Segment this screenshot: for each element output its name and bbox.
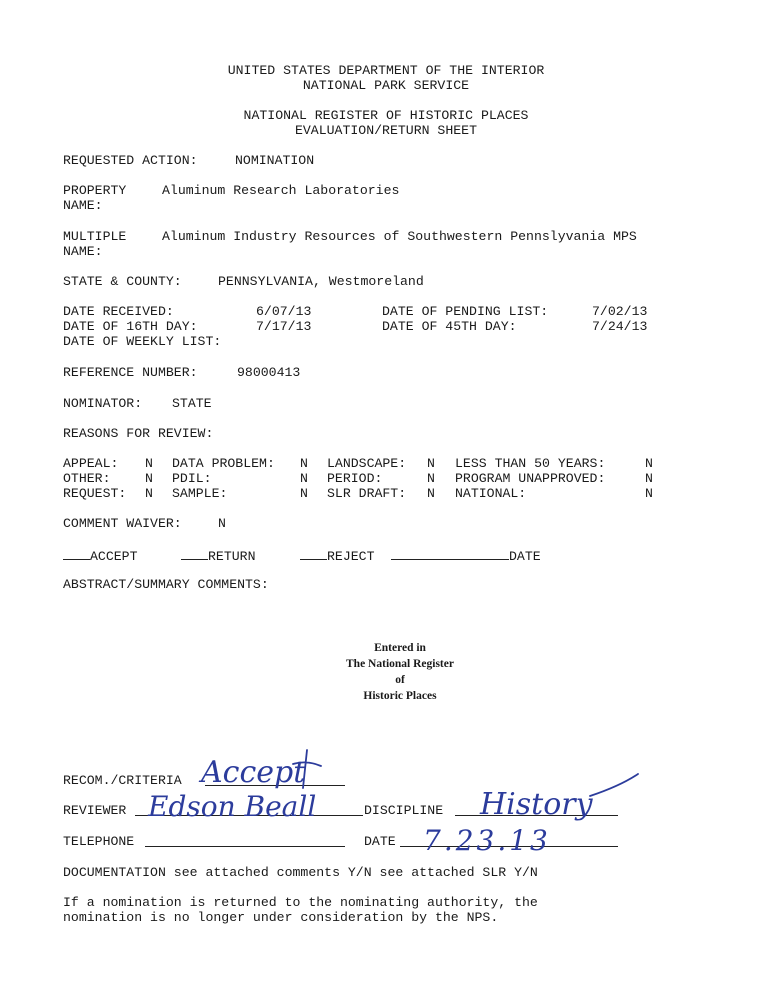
date-handwriting bbox=[415, 818, 585, 862]
reasons-for-review-label: REASONS FOR REVIEW: bbox=[63, 426, 214, 441]
reject-blank[interactable] bbox=[300, 547, 327, 560]
comment-waiver-value: N bbox=[218, 516, 226, 531]
multiple-name-label: NAME: bbox=[63, 244, 103, 259]
reason-value: N bbox=[300, 456, 308, 471]
telephone-label: TELEPHONE bbox=[63, 834, 135, 849]
reason-value: N bbox=[300, 486, 308, 501]
discipline-label: DISCIPLINE bbox=[364, 803, 444, 818]
reason-label: PROGRAM UNAPPROVED: bbox=[455, 471, 606, 486]
stamp-line: Historic Places bbox=[363, 690, 437, 702]
recom-criteria-label: RECOM./CRITERIA bbox=[63, 773, 182, 788]
return-blank[interactable] bbox=[181, 547, 208, 560]
date-pending-label: DATE OF PENDING LIST: bbox=[382, 304, 549, 319]
sheet-heading: EVALUATION/RETURN SHEET bbox=[294, 123, 478, 138]
date-received-label: DATE RECEIVED: bbox=[63, 304, 174, 319]
signoff-date-value: 7.23.13 bbox=[423, 824, 551, 857]
accept-label: ACCEPT bbox=[90, 549, 138, 564]
date-16th-value: 7/17/13 bbox=[256, 319, 312, 334]
requested-action-label: REQUESTED ACTION: bbox=[63, 153, 198, 168]
property-name-label: NAME: bbox=[63, 198, 103, 213]
reason-label: REQUEST: bbox=[63, 486, 127, 501]
abstract-comments-label: ABSTRACT/SUMMARY COMMENTS: bbox=[63, 577, 269, 592]
reviewer-label: REVIEWER bbox=[63, 803, 127, 818]
accept-field[interactable] bbox=[63, 547, 137, 564]
service-heading: NATIONAL PARK SERVICE bbox=[302, 78, 470, 93]
date-weekly-label: DATE OF WEEKLY LIST: bbox=[63, 334, 222, 349]
reason-label: LESS THAN 50 YEARS: bbox=[455, 456, 606, 471]
reason-label: OTHER: bbox=[63, 471, 111, 486]
documentation-line: DOCUMENTATION see attached comments Y/N see attached SLR Y/N bbox=[63, 865, 538, 880]
reason-value: N bbox=[145, 456, 153, 471]
reviewer-signature bbox=[140, 782, 370, 826]
date-45th-value: 7/24/13 bbox=[592, 319, 648, 334]
state-county-label: STATE & COUNTY: bbox=[63, 274, 182, 289]
reason-value: N bbox=[427, 471, 435, 486]
return-field[interactable] bbox=[181, 547, 255, 564]
date-label: DATE bbox=[509, 549, 541, 564]
state-county-value: PENNSYLVANIA, Westmoreland bbox=[218, 274, 424, 289]
register-heading: NATIONAL REGISTER OF HISTORIC PLACES bbox=[243, 108, 529, 123]
multiple-value: Aluminum Industry Resources of Southwestern Pennslyvania MPS bbox=[162, 229, 637, 244]
nominator-value: STATE bbox=[172, 396, 212, 411]
accept-blank[interactable] bbox=[63, 547, 90, 560]
reason-value: N bbox=[645, 456, 653, 471]
property-label: PROPERTY bbox=[63, 183, 127, 198]
reason-label: APPEAL: bbox=[63, 456, 119, 471]
stamp-line: Entered in bbox=[374, 642, 426, 654]
stamp-line: The National Register bbox=[346, 658, 454, 670]
date-field[interactable] bbox=[391, 547, 541, 564]
comment-waiver-label: COMMENT WAIVER: bbox=[63, 516, 182, 531]
reason-label: DATA PROBLEM: bbox=[172, 456, 275, 471]
nominator-label: NOMINATOR: bbox=[63, 396, 143, 411]
multiple-label: MULTIPLE bbox=[63, 229, 127, 244]
reviewer-value: Edson Beall bbox=[148, 790, 317, 823]
reason-value: N bbox=[645, 486, 653, 501]
signoff-date-label: DATE bbox=[364, 834, 396, 849]
return-label: RETURN bbox=[208, 549, 256, 564]
reason-value: N bbox=[427, 456, 435, 471]
reason-label: PERIOD: bbox=[327, 471, 383, 486]
telephone-line[interactable] bbox=[145, 834, 345, 847]
reject-field[interactable] bbox=[300, 547, 374, 564]
reference-number-value: 98000413 bbox=[237, 365, 301, 380]
reason-label: SAMPLE: bbox=[172, 486, 228, 501]
reason-label: LANDSCAPE: bbox=[327, 456, 407, 471]
recom-criteria-value: Accept bbox=[201, 755, 306, 790]
reason-label: NATIONAL: bbox=[455, 486, 527, 501]
reason-label: PDIL: bbox=[172, 471, 212, 486]
reason-value: N bbox=[645, 471, 653, 486]
reason-value: N bbox=[427, 486, 435, 501]
footer-note: If a nomination is returned to the nominating authority, the bbox=[63, 895, 538, 910]
entered-stamp bbox=[330, 640, 470, 704]
date-received-value: 6/07/13 bbox=[256, 304, 312, 319]
reference-number-label: REFERENCE NUMBER: bbox=[63, 365, 198, 380]
reason-value: N bbox=[145, 486, 153, 501]
reject-label: REJECT bbox=[327, 549, 375, 564]
reason-value: N bbox=[300, 471, 308, 486]
date-16th-label: DATE OF 16TH DAY: bbox=[63, 319, 198, 334]
date-blank[interactable] bbox=[391, 547, 509, 560]
telephone-field[interactable] bbox=[145, 834, 345, 851]
footer-note: nomination is no longer under consideration by the NPS. bbox=[63, 910, 499, 925]
reason-value: N bbox=[145, 471, 153, 486]
discipline-value: History bbox=[480, 787, 593, 822]
reason-label: SLR DRAFT: bbox=[327, 486, 407, 501]
stamp-line: of bbox=[395, 674, 405, 686]
requested-action-value: NOMINATION bbox=[235, 153, 315, 168]
date-45th-label: DATE OF 45TH DAY: bbox=[382, 319, 517, 334]
property-value: Aluminum Research Laboratories bbox=[162, 183, 400, 198]
department-heading: UNITED STATES DEPARTMENT OF THE INTERIOR bbox=[227, 63, 545, 78]
date-pending-value: 7/02/13 bbox=[592, 304, 648, 319]
